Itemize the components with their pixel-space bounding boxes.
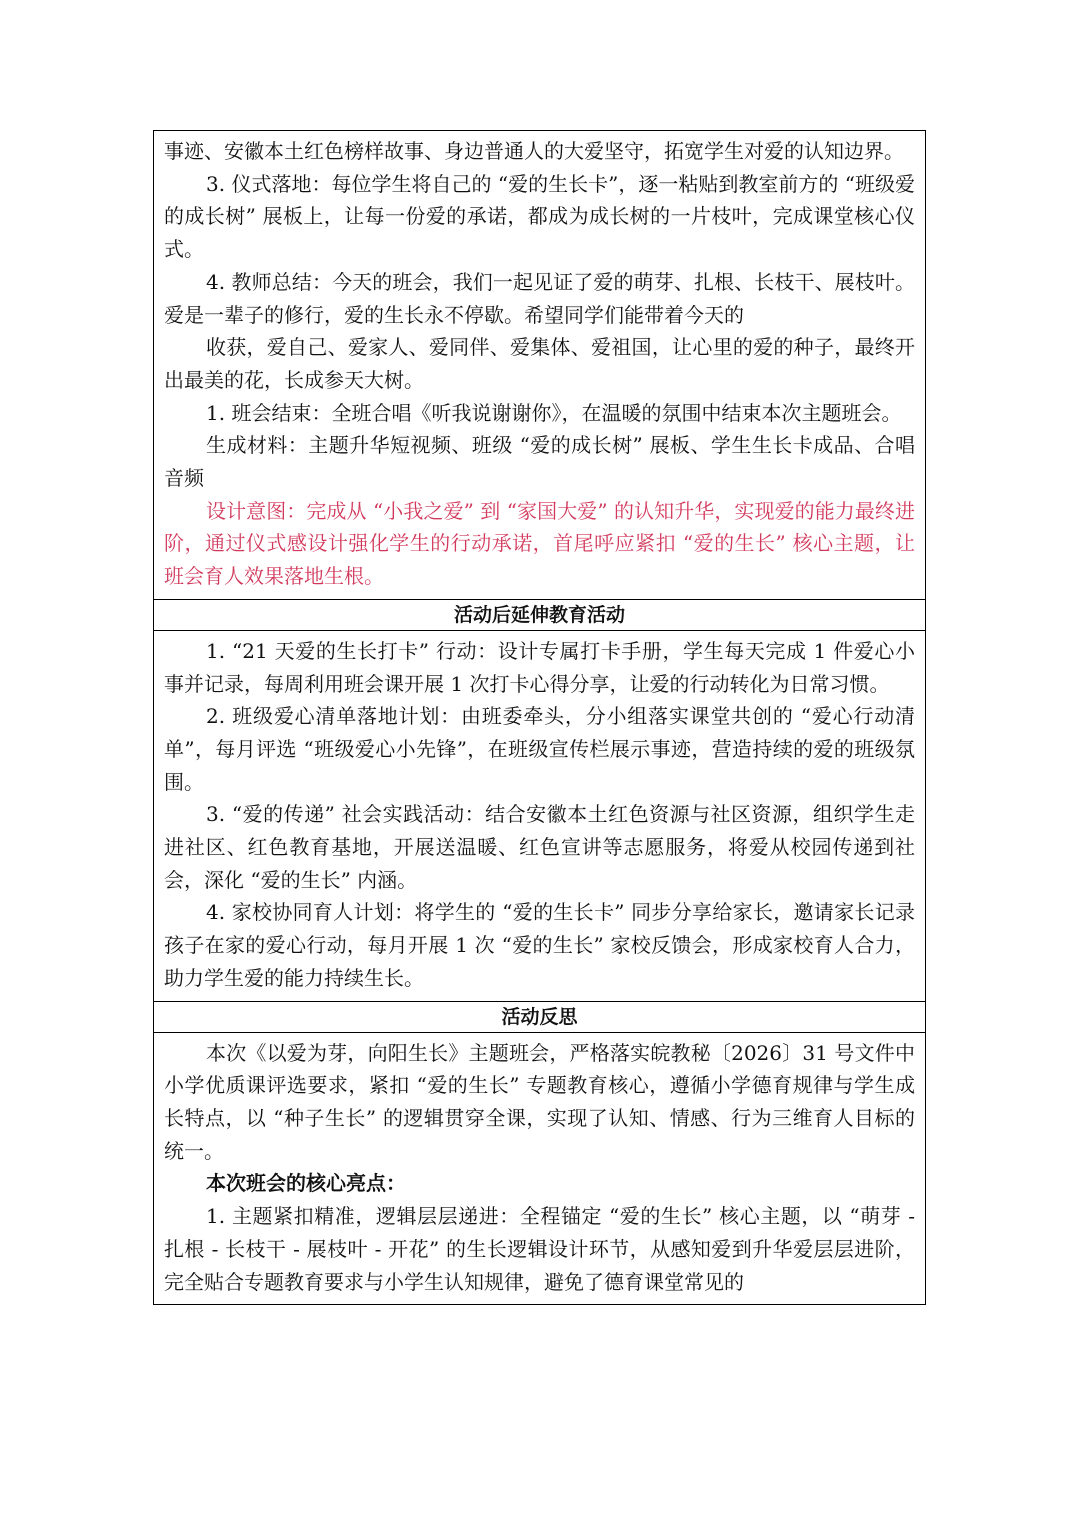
activity-reflection-cell [154,1033,925,1305]
lesson-plan-table [153,130,926,1305]
text-paragraph: 1. “21 天爱的生长打卡” 行动：设计专属打卡手册，学生每天完成 1 件爱心小事并记录，每周利用班会课开展 1 次打卡心得分享，让爱的行动转化为日常习惯。 [164,638,915,696]
activity-process-cell [154,131,925,600]
text-paragraph: 本次《以爱为芽，向阳生长》主题班会，严格落实皖教秘〔2026〕31 号文件中小学优质课评选要求，紧扣 “爱的生长” 专题教育核心，遵循小学德育规律与学生成长特点，以 “种子生长” 的逻辑贯穿全课，实现了认知、情感、行为三维育人目标的统一。 [164,1040,915,1163]
extension-activities-cell [154,631,925,1002]
activity-reflection-header: 活动反思 [154,1002,925,1033]
text-paragraph: 事迹、安徽本土红色榜样故事、身边普通人的大爱坚守，拓宽学生对爱的认知边界。 [164,139,904,163]
text-paragraph: 1. 主题紧扣精准，逻辑层层递进：全程锚定 “爱的生长” 核心主题，以 “萌芽 - 扎根 - 长枝干 - 展枝叶 - 开花” 的生长逻辑设计环节，从感知爱到升华爱层层进阶，完全贴合专题教育要求与小学生认知规律，避免了德育课堂常见的 [164,1204,915,1294]
text-paragraph: 3. 仪式落地：每位学生将自己的 “爱的生长卡”，逐一粘贴到教室前方的 “班级爱的成长树” 展板上，让每一份爱的承诺，都成为成长树的一片枝叶，完成课堂核心仪式。 [164,171,915,262]
extension-activities-header: 活动后延伸教育活动 [154,600,925,631]
highlights-title: 本次班会的核心亮点： [206,1171,406,1196]
design-intent-paragraph: 设计意图：完成从 “小我之爱” 到 “家国大爱” 的认知升华，实现爱的能力最终进阶，通过仪式感设计强化学生的行动承诺，首尾呼应紧扣 “爱的生长” 核心主题，让班会育人效果落地生根。 [164,498,915,589]
text-paragraph: 4. 家校协同育人计划：将学生的 “爱的生长卡” 同步分享给家长，邀请家长记录孩子在家的爱心行动，每月开展 1 次 “爱的生长” 家校反馈会，形成家校育人合力，助力学生爱的能力持续生长。 [164,900,915,990]
text-paragraph: 4. 教师总结：今天的班会，我们一起见证了爱的萌芽、扎根、长枝干、展枝叶。爱是一辈子的修行，爱的生长永不停歇。希望同学们能带着今天的 [164,269,915,327]
text-paragraph: 收获，爱自己、爱家人、爱同伴、爱集体、爱祖国，让心里的爱的种子，最终开出最美的花，长成参天大树。 [164,335,915,392]
text-paragraph: 1. 班会结束：全班合唱《听我说谢谢你》，在温暖的氛围中结束本次主题班会。 [206,400,902,425]
text-paragraph: 生成材料：主题升华短视频、班级 “爱的成长树” 展板、学生生长卡成品、合唱音频 [164,433,915,491]
text-paragraph: 3. “爱的传递” 社会实践活动：结合安徽本土红色资源与社区资源，组织学生走进社区、红色教育基地，开展送温暖、红色宣讲等志愿服务，将爱从校园传递到社会，深化 “爱的生长” 内涵。 [164,802,915,892]
text-paragraph: 2. 班级爱心清单落地计划：由班委牵头，分小组落实课堂共创的 “爱心行动清单”，每月评选 “班级爱心小先锋”，在班级宣传栏展示事迹，营造持续的爱的班级氛围。 [164,704,915,794]
